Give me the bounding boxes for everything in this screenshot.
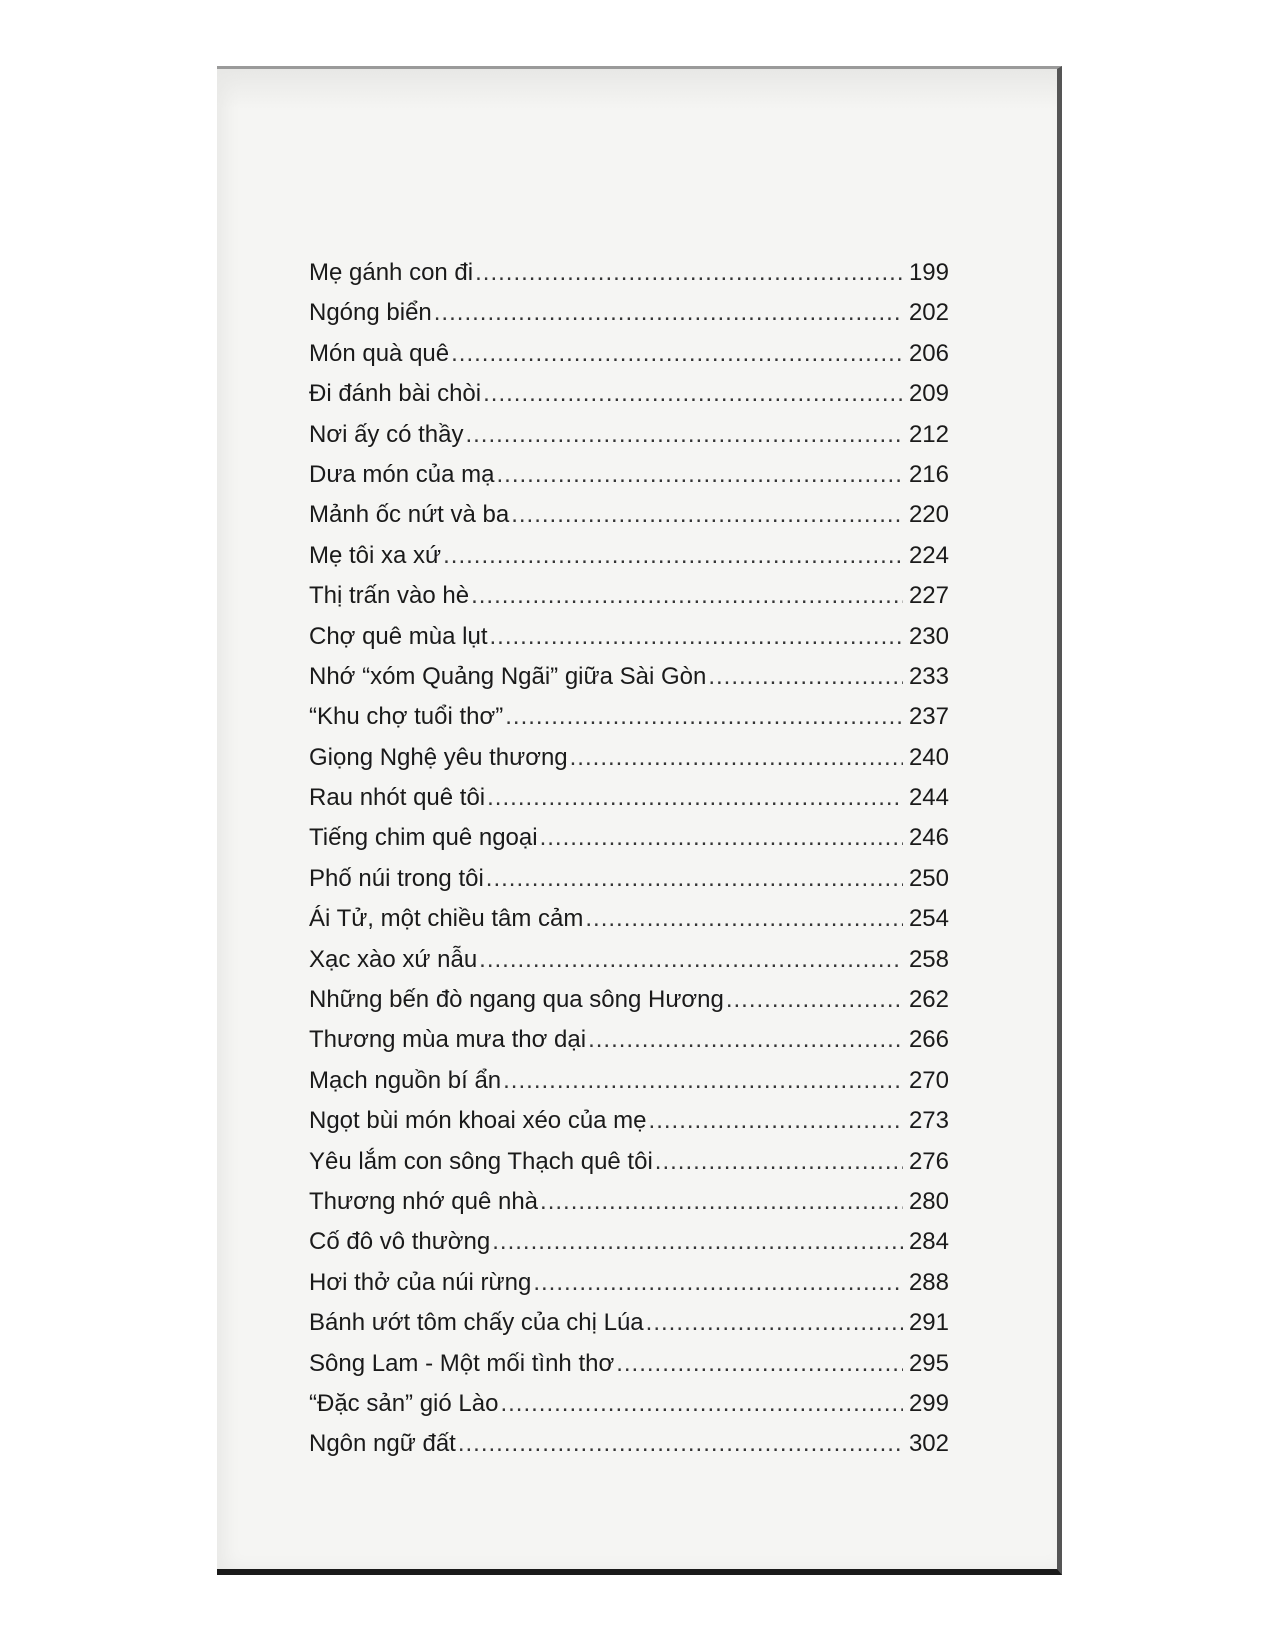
- toc-entry-title: Ngóng biển: [309, 299, 432, 327]
- toc-entry-page-number: 250: [908, 864, 949, 892]
- toc-entry-page-number: 291: [908, 1309, 949, 1337]
- toc-entry-title: Xạc xào xứ nẫu: [309, 945, 478, 973]
- dot-leader: [500, 1390, 903, 1418]
- toc-entry: [309, 299, 949, 339]
- toc-entry: [309, 946, 949, 986]
- toc-entry-title: Sông Lam - Một mối tình thơ: [309, 1349, 615, 1377]
- toc-entry-title: Mạch nguồn bí ẩn: [309, 1066, 502, 1094]
- toc-entry: [309, 623, 949, 663]
- toc-entry: [309, 784, 949, 824]
- toc-entry: [309, 703, 949, 743]
- toc-entry: [309, 1026, 949, 1066]
- toc-entry-title: Thị trấn vào hè: [309, 582, 470, 610]
- toc-entry: [309, 865, 949, 905]
- toc-entry-page-number: 295: [908, 1349, 949, 1377]
- dot-leader: [655, 1148, 903, 1176]
- toc-entry-title: Yêu lắm con sông Thạch quê tôi: [309, 1147, 653, 1175]
- dot-leader: [483, 380, 903, 408]
- dot-leader: [496, 461, 903, 489]
- toc-entry-title: Giọng Nghệ yêu thương: [309, 743, 568, 771]
- toc-entry-page-number: 220: [908, 501, 949, 529]
- dot-leader: [475, 259, 903, 287]
- dot-leader: [588, 1026, 903, 1054]
- dot-leader: [443, 542, 903, 570]
- toc-entry-page-number: 266: [908, 1026, 949, 1054]
- toc-entry-page-number: 224: [908, 541, 949, 569]
- toc-entry: [309, 582, 949, 622]
- toc-entry-title: Chợ quê mùa lụt: [309, 622, 488, 650]
- toc-entry: [309, 663, 949, 703]
- dot-leader: [487, 784, 903, 812]
- dot-leader: [434, 299, 903, 327]
- toc-entry-title: Mẹ gánh con đi: [309, 259, 474, 286]
- toc-entry-title: Nhớ “xóm Quảng Ngãi” giữa Sài Gòn: [309, 662, 707, 690]
- toc-entry: [309, 1107, 949, 1147]
- dot-leader: [479, 946, 903, 974]
- toc-entry: [309, 1228, 949, 1268]
- toc-entry: [309, 1188, 949, 1228]
- toc-entry-title: Thương mùa mưa thơ dại: [309, 1026, 587, 1054]
- toc-entry-title: Dưa món của mạ: [309, 460, 495, 488]
- dot-leader: [505, 703, 903, 731]
- toc-entry: [309, 380, 949, 420]
- book-page: [217, 66, 1062, 1575]
- toc-entry: [309, 501, 949, 541]
- dot-leader: [649, 1107, 903, 1135]
- toc-entry-page-number: 270: [908, 1066, 949, 1094]
- toc-entry-page-number: 299: [908, 1389, 949, 1417]
- page-shading: [217, 69, 1057, 109]
- toc-entry-page-number: 227: [908, 582, 949, 610]
- toc-entry-page-number: 202: [908, 299, 949, 327]
- dot-leader: [511, 501, 903, 529]
- dot-leader: [451, 340, 903, 368]
- toc-entry: [309, 542, 949, 582]
- toc-entry: [309, 1350, 949, 1390]
- toc-entry: [309, 744, 949, 784]
- toc-entry-title: Phố núi trong tôi: [309, 864, 484, 892]
- dot-leader: [540, 1188, 903, 1216]
- toc-entry-page-number: 276: [908, 1147, 949, 1175]
- toc-entry-title: Thương nhớ quê nhà: [309, 1187, 539, 1215]
- toc-entry-page-number: 240: [908, 743, 949, 771]
- toc-entry-title: Những bến đò ngang qua sông Hương: [309, 986, 724, 1014]
- dot-leader: [616, 1350, 903, 1378]
- toc-entry-page-number: 209: [908, 380, 949, 408]
- toc-entry-title: Ái Tử, một chiều tâm cảm: [309, 905, 584, 933]
- toc-entry: [309, 1430, 949, 1470]
- dot-leader: [486, 865, 903, 893]
- toc-entry-page-number: 230: [908, 622, 949, 650]
- dot-leader: [708, 663, 903, 691]
- toc-entry: [309, 905, 949, 945]
- toc-entry: [309, 1269, 949, 1309]
- dot-leader: [540, 824, 903, 852]
- toc-entry-page-number: 244: [908, 784, 949, 812]
- toc-entry-title: Mảnh ốc nứt và ba: [309, 501, 510, 529]
- toc-entry-title: Cố đô vô thường: [309, 1228, 491, 1256]
- toc-entry: [309, 1067, 949, 1107]
- toc-entry-title: Tiếng chim quê ngoại: [309, 824, 538, 852]
- table-of-contents: [309, 259, 949, 1471]
- toc-entry-page-number: 237: [908, 703, 949, 731]
- toc-entry-title: Đi đánh bài chòi: [309, 380, 482, 408]
- toc-entry-title: Ngôn ngữ đất: [309, 1430, 456, 1458]
- dot-leader: [570, 744, 903, 772]
- toc-entry: [309, 986, 949, 1026]
- toc-entry-page-number: 262: [908, 986, 949, 1014]
- dot-leader: [726, 986, 903, 1014]
- toc-entry-page-number: 233: [908, 662, 949, 690]
- toc-entry-page-number: 254: [908, 905, 949, 933]
- toc-entry-title: Rau nhót quê tôi: [309, 784, 486, 812]
- toc-entry-title: Món quà quê: [309, 339, 450, 367]
- dot-leader: [533, 1269, 903, 1297]
- toc-entry-title: “Khu chợ tuổi thơ”: [309, 703, 504, 731]
- toc-entry-title: Nơi ấy có thầy: [309, 420, 464, 448]
- toc-entry-page-number: 258: [908, 945, 949, 973]
- toc-entry: [309, 259, 949, 299]
- dot-leader: [492, 1228, 903, 1256]
- toc-entry-page-number: 246: [908, 824, 949, 852]
- dot-leader: [465, 421, 903, 449]
- toc-entry: [309, 421, 949, 461]
- toc-entry: [309, 340, 949, 380]
- dot-leader: [490, 623, 904, 651]
- toc-entry: [309, 1148, 949, 1188]
- toc-entry-title: Mẹ tôi xa xứ: [309, 541, 442, 569]
- toc-entry-page-number: 216: [908, 460, 949, 488]
- dot-leader: [503, 1067, 903, 1095]
- toc-entry-page-number: 280: [908, 1187, 949, 1215]
- toc-entry-title: Hơi thở của núi rừng: [309, 1268, 532, 1296]
- toc-entry-page-number: 212: [908, 420, 949, 448]
- toc-entry-page-number: 288: [908, 1268, 949, 1296]
- toc-entry-title: Ngọt bùi món khoai xéo của mẹ: [309, 1107, 647, 1135]
- toc-entry: [309, 824, 949, 864]
- dot-leader: [585, 905, 903, 933]
- toc-entry-page-number: 206: [908, 339, 949, 367]
- toc-entry-title: Bánh ướt tôm chấy của chị Lúa: [309, 1309, 644, 1337]
- toc-entry: [309, 1390, 949, 1430]
- toc-entry-page-number: 199: [908, 259, 949, 286]
- toc-entry: [309, 1309, 949, 1349]
- toc-entry-title: “Đặc sản” gió Lào: [309, 1389, 499, 1417]
- toc-entry-page-number: 284: [908, 1228, 949, 1256]
- toc-entry-page-number: 273: [908, 1107, 949, 1135]
- dot-leader: [458, 1430, 903, 1458]
- dot-leader: [646, 1309, 903, 1337]
- dot-leader: [471, 582, 903, 610]
- toc-entry: [309, 461, 949, 501]
- toc-entry-page-number: 302: [908, 1430, 949, 1458]
